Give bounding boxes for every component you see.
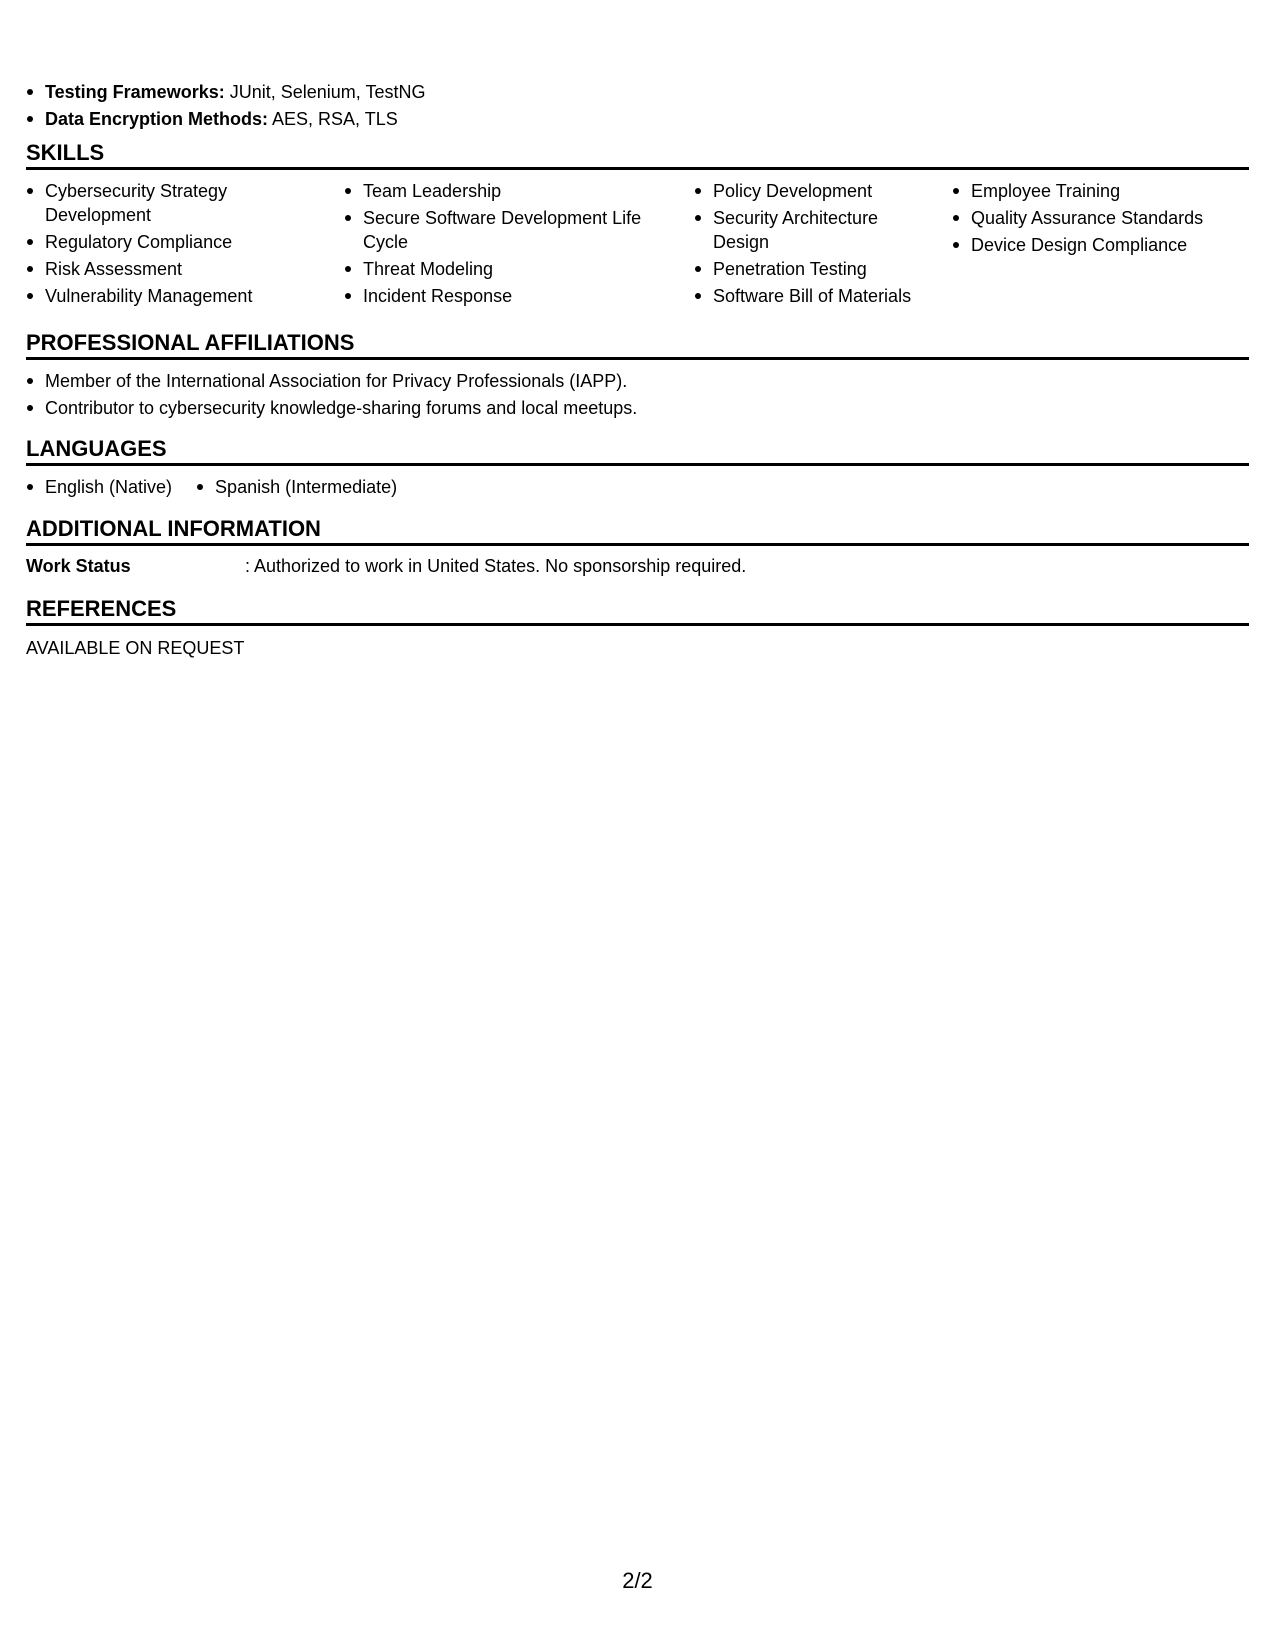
references-section bbox=[26, 596, 1249, 660]
section-title: PROFESSIONAL AFFILIATIONS bbox=[26, 330, 355, 355]
section-divider bbox=[26, 463, 1249, 466]
skill-item: Regulatory Compliance bbox=[26, 230, 326, 254]
section-divider bbox=[26, 623, 1249, 626]
skill-item: Software Bill of Materials bbox=[694, 284, 934, 308]
skill-item: Penetration Testing bbox=[694, 257, 934, 281]
section-title: ADDITIONAL INFORMATION bbox=[26, 516, 321, 541]
section-title: SKILLS bbox=[26, 140, 105, 165]
work-status-label: Work Status bbox=[26, 556, 131, 576]
language-item: English (Native) bbox=[26, 475, 172, 499]
list-item: Testing Frameworks: JUnit, Selenium, TestNG bbox=[26, 80, 425, 104]
affiliations-list bbox=[26, 369, 1249, 420]
section-divider bbox=[26, 543, 1249, 546]
skill-item: Threat Modeling bbox=[344, 257, 654, 281]
skill-item: Cybersecurity Strategy Development bbox=[26, 179, 326, 227]
skill-item: Policy Development bbox=[694, 179, 934, 203]
work-status-row bbox=[26, 554, 1249, 578]
skills-column-3 bbox=[694, 179, 934, 311]
affiliation-item: Contributor to cybersecurity knowledge-sharing forums and local meetups. bbox=[26, 396, 1249, 420]
section-title: REFERENCES bbox=[26, 596, 177, 621]
affiliation-item: Member of the International Association for Privacy Professionals (IAPP). bbox=[26, 369, 1249, 393]
skill-item: Security Architecture Design bbox=[694, 206, 934, 254]
skill-item: Vulnerability Management bbox=[26, 284, 326, 308]
language-item: Spanish (Intermediate) bbox=[196, 475, 397, 499]
skills-column-2 bbox=[344, 179, 654, 311]
languages-section bbox=[26, 436, 1249, 499]
skill-item: Incident Response bbox=[344, 284, 654, 308]
skill-item: Team Leadership bbox=[344, 179, 654, 203]
skills-column-1 bbox=[26, 179, 326, 311]
skills-grid bbox=[26, 179, 1249, 319]
skill-item: Secure Software Development Life Cycle bbox=[344, 206, 654, 254]
skill-item: Risk Assessment bbox=[26, 257, 326, 281]
section-divider bbox=[26, 167, 1249, 170]
resume-page bbox=[26, 0, 1249, 1650]
section-divider bbox=[26, 357, 1249, 360]
skills-section bbox=[26, 140, 1249, 319]
skill-item: Employee Training bbox=[952, 179, 1249, 203]
affiliations-section bbox=[26, 330, 1249, 423]
skill-item: Device Design Compliance bbox=[952, 233, 1249, 257]
languages-list bbox=[26, 475, 1249, 499]
skills-column-4 bbox=[952, 179, 1249, 260]
list-item: Data Encryption Methods: AES, RSA, TLS bbox=[26, 107, 425, 131]
skill-item: Quality Assurance Standards bbox=[952, 206, 1249, 230]
technical-skills-list bbox=[26, 80, 425, 134]
section-title: LANGUAGES bbox=[26, 436, 167, 461]
additional-information-section bbox=[26, 516, 1249, 578]
work-status-value: : Authorized to work in United States. No sponsorship required. bbox=[245, 556, 747, 576]
references-text: AVAILABLE ON REQUEST bbox=[26, 638, 245, 658]
page-number: 2/2 bbox=[622, 1568, 653, 1593]
